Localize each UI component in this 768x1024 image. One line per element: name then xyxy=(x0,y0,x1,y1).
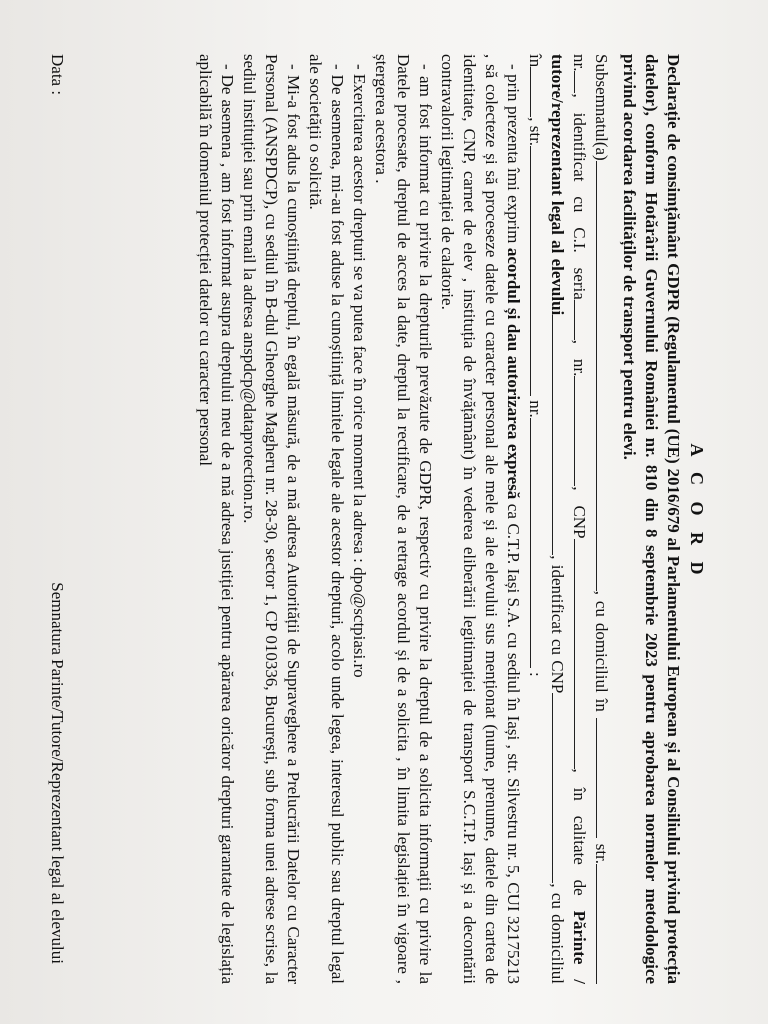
consent-text-lead: - prin prezenta îmi exprim xyxy=(504,64,523,244)
exercise-paragraph: - Exercitarea acestor drepturi se va putea face în orice moment la adresa : dpo@sctpiasi.ro xyxy=(350,64,369,678)
anspdcp-paragraph: - Mi-a fost adus la cunoștiință dreptul, în egală măsură, de a mă adresa Autorității de Supraveghere a Prelucrării Datelor cu Caracter Personal (ANSPDCP), cu sediul în B-dul Gheorghe Magheru nr. 28-30, sector 1, CP 010336, București, sub forma unei adrese scrise, la sediul instituției sau prin email la adresa anspdcp@dataprotection.ro. xyxy=(240,54,303,984)
form-text-nr: nr. xyxy=(570,54,589,72)
student-street-number-field[interactable] xyxy=(530,418,545,668)
consent-text-bold: acordul și dau autorizarea expresă xyxy=(504,247,523,500)
intro-paragraph: Declarație de consimțământ GDPR (Regulamentul (UE) 2016/679 al Parlamentului European și al Consiliului privind protecția datelor), conform Hotărârii Guvernului României nr. 810 din 8 septembrie 2023 pentru aprobarea normelor metodologice privind acordarea facilităților de transport pentru elevi. xyxy=(620,54,683,984)
consent-paragraph xyxy=(436,54,524,984)
form-text-tutore: tutore/reprezentant legal al elevului xyxy=(548,54,567,316)
form-text-student-domiciliu: , cu domiciliul în xyxy=(526,54,567,985)
form-text-comma-2: , xyxy=(526,117,545,122)
id-series-field[interactable] xyxy=(574,300,589,340)
form-text-cnp: , CNP xyxy=(570,486,589,539)
rights-paragraph: - am fost informat cu privire la drepturile prevăzute de GDPR, respectiv cu privire la dreptul de a solicita informații cu privire la Datele procesate, dreptul de acces la date, dreptul la rectificare, de a retrage acordul și de a solicita , în limita legislației în vigoare , ștergerea acestora . xyxy=(372,54,435,984)
document-footer xyxy=(44,54,68,984)
student-cnp-field[interactable] xyxy=(552,693,567,883)
form-text-comma: , xyxy=(570,93,589,98)
signature-label: Semnatura Parinte/Tutore/Reprezentant legal al elevului xyxy=(48,582,67,964)
form-text-subsemnatul: Subsemnatul(a) xyxy=(592,54,611,161)
form-text-ci: identificat cu C.I. seria xyxy=(570,112,589,300)
document-title: A C O R D xyxy=(687,443,707,581)
form-text-student-str: str. xyxy=(526,125,545,147)
student-city-field[interactable] xyxy=(530,67,545,117)
cnp-field[interactable] xyxy=(574,539,589,769)
form-text-calitate: , în calitate de xyxy=(570,768,589,896)
form-text-domiciliu: , cu domiciliul în xyxy=(592,590,611,712)
city-field[interactable] xyxy=(596,718,611,838)
form-paragraph xyxy=(524,54,612,984)
date-label: Data : xyxy=(48,54,67,96)
consent-text-rest: ca C.T.P. Iași S.A. cu sediul în Iași , str. Silvestru nr. 5, CUI 32175213 , să colecteze și să proceseze datele cu caracter personal ale mele și ale elevului sus menționat (nume, prenume, datele din cartea de identitate, CNP, carnet de elev , instituția de învățământ) în vederea eliberării legitimației de transport S.C.T.P. Iași și a decontării contravalorii legitimației de calatorie. xyxy=(438,54,523,985)
form-text-student-cnp: , identificat cu CNP xyxy=(548,555,567,694)
form-text-colon: : xyxy=(526,672,545,677)
street-number-field[interactable] xyxy=(574,71,589,93)
form-text-parinte: Părinte / xyxy=(570,910,589,984)
justice-paragraph: - De asemena , am fost informat asupra dreptului meu de a mă adresa justiției pentru apărarea oricăror drepturi garantate de legislația aplicabilă în domeniul protecției datelor cu caracter personal xyxy=(196,54,237,984)
limits-paragraph: - De asemenea, mi-au fost aduse la cunoștiință limitele legale ale acestor drepturi, acolo unde legea, interesul public sau dreptul legal ale societății o solicită. xyxy=(306,54,347,984)
form-text-ci-nr: , nr. xyxy=(570,339,589,377)
id-number-field[interactable] xyxy=(574,376,589,486)
street-field[interactable] xyxy=(596,864,611,984)
form-text-str: str. xyxy=(592,843,611,865)
name-field[interactable] xyxy=(596,161,611,591)
document-body xyxy=(194,54,684,984)
student-name-field[interactable] xyxy=(552,315,567,555)
student-street-field[interactable] xyxy=(530,146,545,396)
form-text-student-nr: nr. xyxy=(526,400,545,418)
